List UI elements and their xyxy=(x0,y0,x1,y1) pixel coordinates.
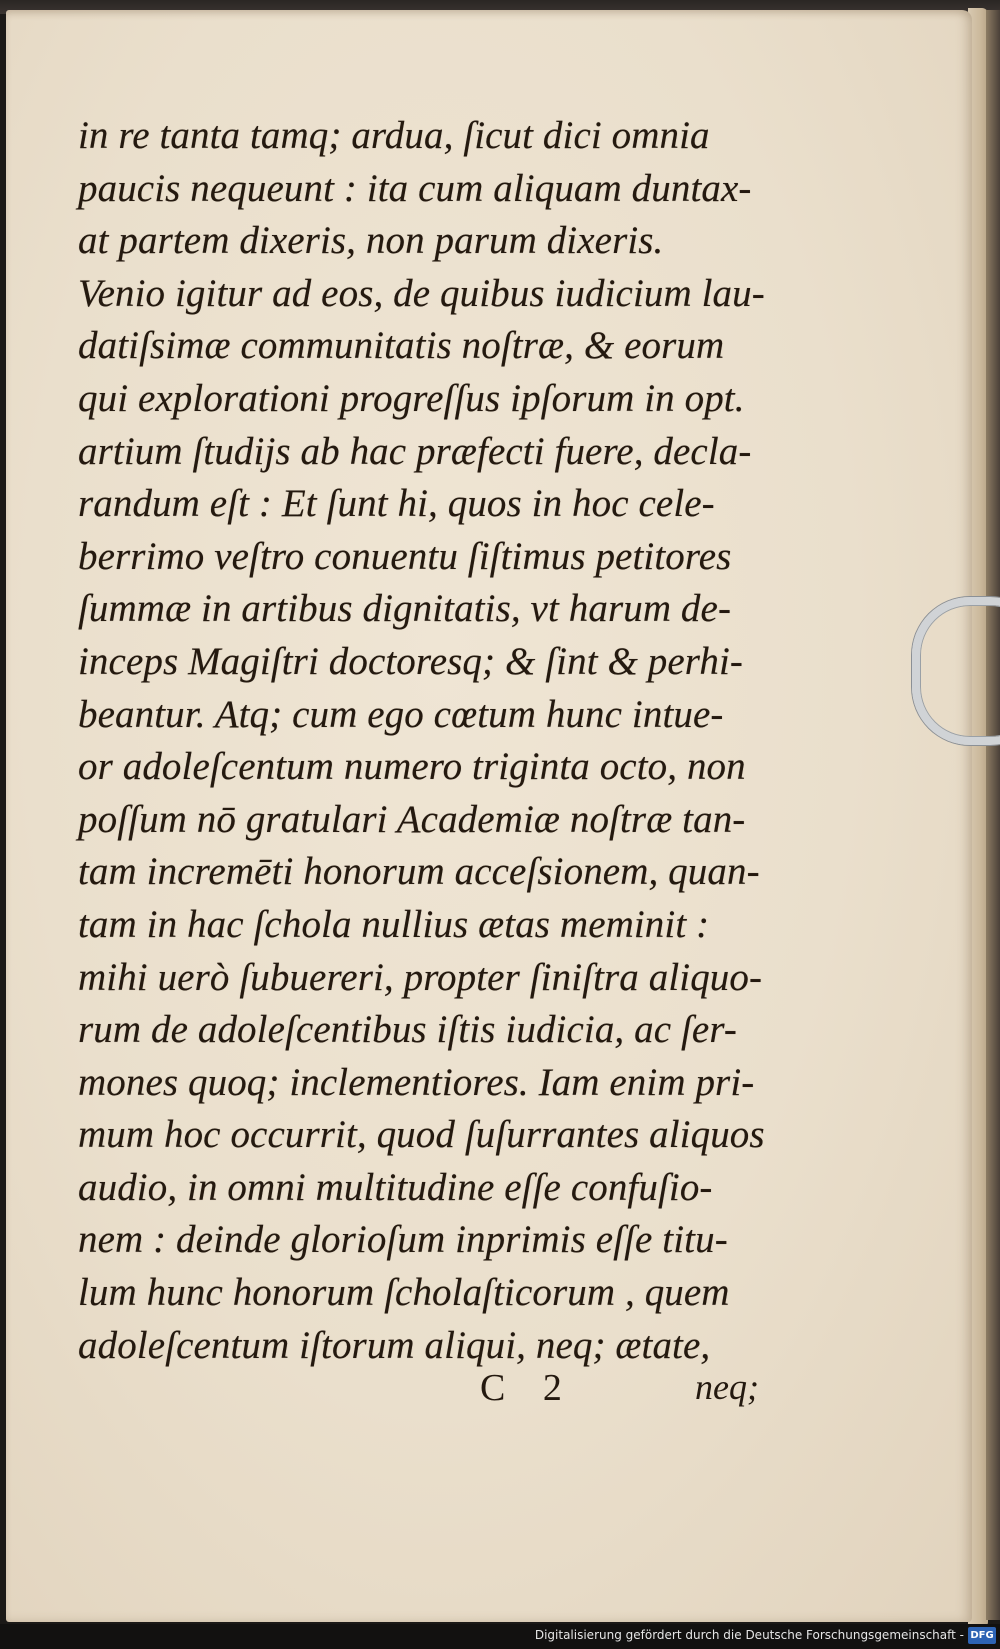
text-line: qui explorationi progreſſus ipſorum in opt. xyxy=(78,376,745,420)
text-line: mum hoc occurrit, quod ſuſurrantes aliquos xyxy=(78,1113,765,1157)
text-line: audio, in omni multitudine eſſe confuſio- xyxy=(78,1165,713,1209)
page-footer-marks xyxy=(0,1366,1000,1422)
text-line: adoleſcentum iſtorum aliqui, neq; ætate, xyxy=(78,1323,711,1367)
text-line: datiſsimæ communitatis noſtræ, & eorum xyxy=(78,324,725,368)
text-line: artium ſtudijs ab hac præfecti fuere, decla- xyxy=(78,429,752,473)
text-line: mihi uerò ſubuereri, propter ſiniſtra aliquo- xyxy=(78,955,763,999)
text-line: berrimo veſtro conuentu ſiſtimus petitores xyxy=(78,534,732,578)
text-line: paucis nequeunt : ita cum aliquam duntax- xyxy=(78,166,752,210)
text-line: in re tanta tamq; ardua, ſicut dici omnia xyxy=(78,114,710,157)
catchword: neq; xyxy=(695,1367,759,1407)
text-line: rum de adoleſcentibus iſtis iudicia, ac ſer- xyxy=(78,1008,737,1052)
text-line: at partem dixeris, non parum dixeris. xyxy=(78,219,664,263)
dfg-logo-icon: DFG xyxy=(968,1627,996,1644)
text-line: Venio igitur ad eos, de quibus iudicium lau- xyxy=(78,271,765,315)
text-line: or adoleſcentum numero triginta octo, non xyxy=(78,745,746,789)
signature-mark: C 2 xyxy=(480,1367,576,1409)
text-line: beantur. Atq; cum ego cœtum hunc intue- xyxy=(78,692,724,736)
text-line: inceps Magiſtri doctoresq; & ſint & perhi- xyxy=(78,639,743,683)
text-line: lum hunc honorum ſcholaſticorum , quem xyxy=(78,1271,730,1315)
text-line: tam incremēti honorum acceſsionem, quan- xyxy=(78,850,760,894)
text-line: mones quoq; inclementiores. Iam enim pri- xyxy=(78,1060,755,1104)
funding-credit: Digitalisierung gefördert durch die Deutsche Forschungsgemeinschaft - xyxy=(534,1628,964,1642)
text-line: randum eſt : Et ſunt hi, quos in hoc cele- xyxy=(78,482,715,526)
text-line: tam in hac ſchola nullius ætas meminit : xyxy=(78,902,710,946)
text-line: nem : deinde glorioſum inprimis eſſe titu- xyxy=(78,1218,728,1262)
text-line: poſſum nō gratulari Academiæ noſtræ tan- xyxy=(78,797,746,841)
credit-bar xyxy=(0,1624,1000,1649)
text-line: ſummæ in artibus dignitatis, vt harum de- xyxy=(78,587,732,631)
page-text xyxy=(78,110,768,1372)
paper-clip-icon xyxy=(912,597,1000,745)
